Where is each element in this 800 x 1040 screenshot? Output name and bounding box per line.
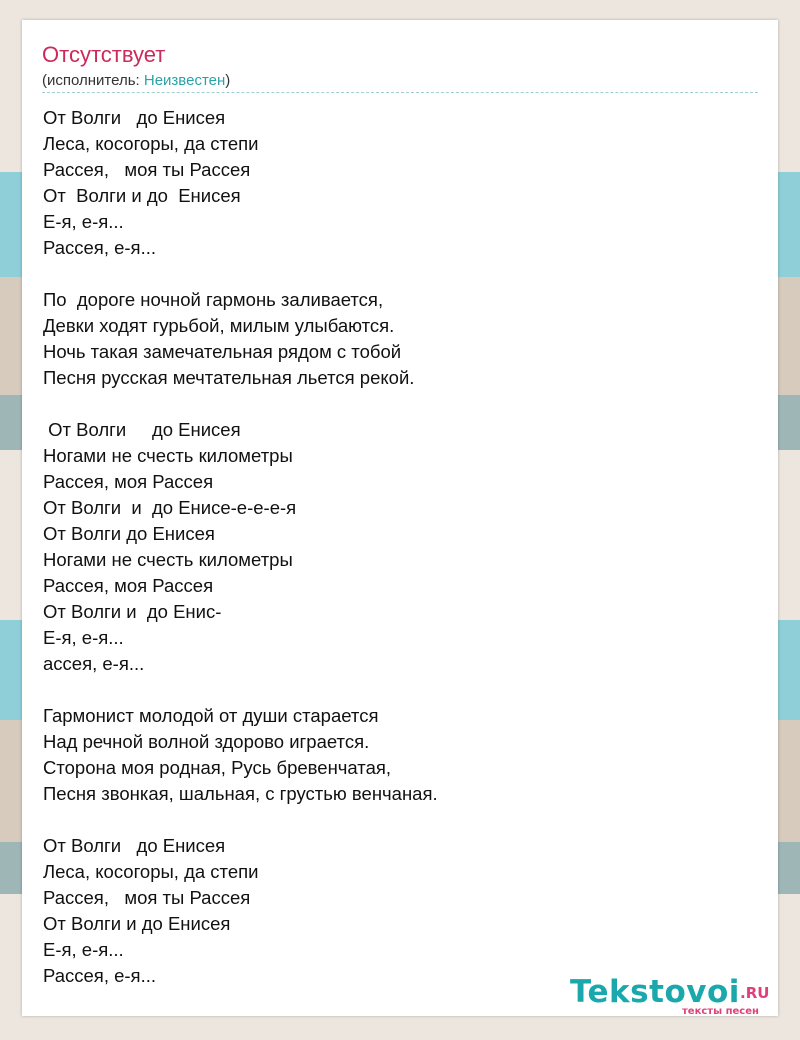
lyric-line xyxy=(43,261,743,287)
lyric-line: Песня русская мечтательная льется рекой. xyxy=(43,367,415,388)
lyric-line: Гармонист молодой от души старается xyxy=(43,705,379,726)
lyric-line: ассея, е-я... xyxy=(43,653,145,674)
lyric-line: От Волги и до Енис- xyxy=(43,601,222,622)
lyric-line: Рассея, моя ты Рассея xyxy=(43,887,251,908)
lyrics-text xyxy=(43,105,743,989)
artist-link[interactable]: Неизвестен xyxy=(143,72,226,89)
title-divider xyxy=(42,92,758,93)
artist-suffix: ) xyxy=(225,72,231,89)
lyric-line: Е-я, е-я... xyxy=(43,939,124,960)
lyric-line: Рассея, моя Рассея xyxy=(43,575,214,596)
lyric-line: Леса, косогоры, да степи xyxy=(43,861,259,882)
lyric-line: От Волги до Енисея xyxy=(43,107,226,128)
lyric-line: Леса, косогоры, да степи xyxy=(43,133,259,154)
lyric-line xyxy=(43,807,743,833)
site-logo[interactable] xyxy=(570,974,780,1020)
logo-tagline: тексты песен xyxy=(682,1006,759,1017)
lyric-line: Песня звонкая, шальная, с грустью венчаная. xyxy=(43,783,438,804)
lyric-line: От Волги и до Енисе-е-е-е-я xyxy=(43,497,297,518)
lyric-line: От Волги до Енисея xyxy=(43,523,215,544)
lyric-line: Рассея, е-я... xyxy=(43,965,156,986)
artist-line xyxy=(42,72,230,90)
lyric-line: Над речной волной здорово играется. xyxy=(43,731,370,752)
logo-wordmark: Tekstovoi xyxy=(570,974,740,1010)
lyric-line: Девки ходят гурьбой, милым улыбаются. xyxy=(43,315,395,336)
artist-prefix: (исполнитель: xyxy=(42,72,144,89)
lyric-line: От Волги и до Енисея xyxy=(43,185,241,206)
lyric-line: От Волги до Енисея xyxy=(43,419,241,440)
lyric-line xyxy=(43,391,743,417)
lyric-line: Рассея, моя Рассея xyxy=(43,471,214,492)
lyric-line: Ногами не счесть километры xyxy=(43,549,293,570)
lyric-line: Рассея, е-я... xyxy=(43,237,156,258)
lyric-line: Ночь такая замечательная рядом с тобой xyxy=(43,341,402,362)
song-title: Отсутствует xyxy=(42,42,166,67)
lyric-line: От Волги до Енисея xyxy=(43,835,226,856)
logo-domain: .RU xyxy=(740,984,770,1002)
lyric-line: По дороге ночной гармонь заливается, xyxy=(43,289,384,310)
lyric-line: Рассея, моя ты Рассея xyxy=(43,159,251,180)
lyric-line: Е-я, е-я... xyxy=(43,627,124,648)
lyric-line: Ногами не счесть километры xyxy=(43,445,293,466)
lyric-line: Сторона моя родная, Русь бревенчатая, xyxy=(43,757,392,778)
lyric-line: От Волги и до Енисея xyxy=(43,913,231,934)
lyric-line: Е-я, е-я... xyxy=(43,211,124,232)
lyrics-card xyxy=(22,20,778,1016)
lyric-line xyxy=(43,677,743,703)
